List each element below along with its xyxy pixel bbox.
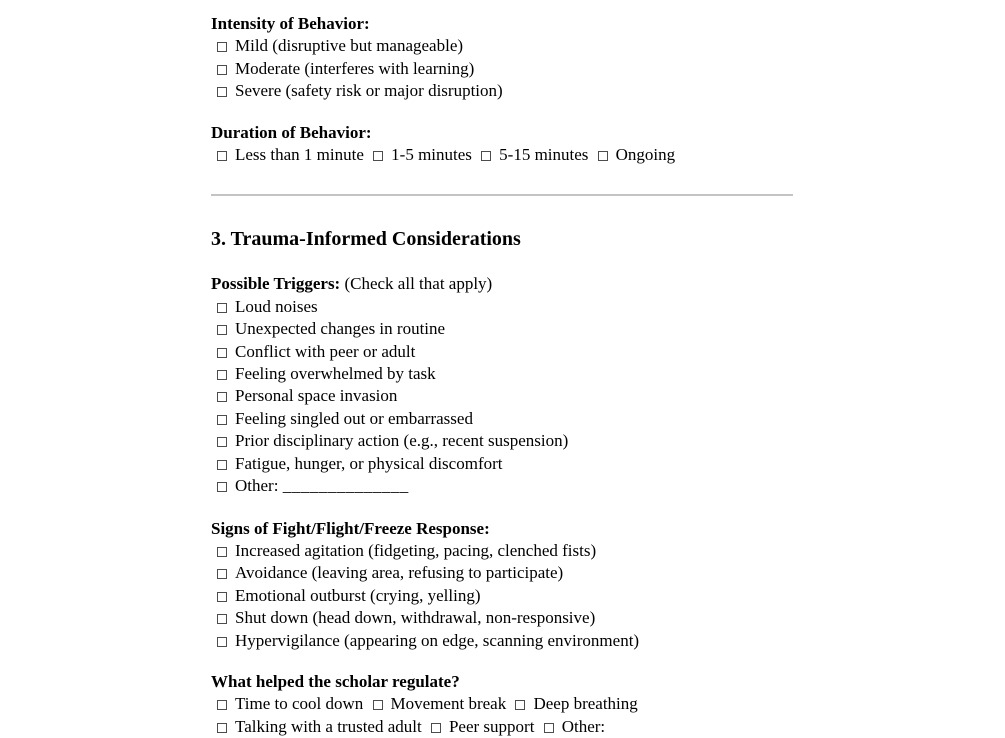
checkbox-cool-down-icon[interactable]	[217, 700, 227, 710]
option-label: Avoidance (leaving area, refusing to participate)	[235, 563, 564, 583]
option-label: Feeling singled out or embarrassed	[235, 408, 473, 428]
fff-heading: Signs of Fight/Flight/Freeze Response:	[211, 518, 490, 538]
regulate-heading: What helped the scholar regulate?	[211, 671, 460, 691]
duration-heading: Duration of Behavior:	[211, 122, 372, 142]
option-label: Other:	[561, 716, 606, 736]
duration-option	[598, 145, 676, 164]
checklist-inline-row	[211, 144, 793, 166]
option-label: Less than 1 minute	[235, 145, 364, 165]
checklist-item	[211, 363, 793, 385]
checkbox-prior-disciplinary-icon[interactable]	[217, 437, 227, 447]
checklist-item-other	[211, 475, 793, 497]
checkbox-severe-icon[interactable]	[217, 87, 227, 97]
option-label: 5-15 minutes	[499, 145, 589, 165]
checkbox-peer-support-icon[interactable]	[431, 723, 441, 733]
checkbox-trigger-other-icon[interactable]	[217, 482, 227, 492]
checkbox-less-than-1-minute-icon[interactable]	[217, 151, 227, 161]
option-label: Personal space invasion	[235, 386, 398, 406]
checkbox-conflict-icon[interactable]	[217, 348, 227, 358]
checkbox-hypervigilance-icon[interactable]	[217, 637, 227, 647]
checkbox-loud-noises-icon[interactable]	[217, 303, 227, 313]
triggers-heading-label: Possible Triggers:	[211, 274, 341, 294]
checkbox-emotional-outburst-icon[interactable]	[217, 592, 227, 602]
checklist-item	[211, 341, 793, 363]
document-page	[211, 0, 793, 738]
checkbox-trusted-adult-icon[interactable]	[217, 723, 227, 733]
checkbox-ongoing-icon[interactable]	[598, 151, 608, 161]
checklist-item	[211, 630, 793, 652]
checklist-item	[211, 318, 793, 340]
section-divider	[211, 194, 793, 196]
checkbox-fatigue-icon[interactable]	[217, 460, 227, 470]
checklist-item	[211, 385, 793, 407]
checklist-item	[211, 35, 793, 57]
section-regulate	[211, 671, 793, 738]
option-label: Other:	[235, 476, 279, 496]
option-label: Unexpected changes in routine	[235, 319, 446, 339]
checkbox-singled-out-icon[interactable]	[217, 415, 227, 425]
option-label: Movement break	[390, 694, 507, 714]
checkbox-space-invasion-icon[interactable]	[217, 392, 227, 402]
section-duration	[211, 122, 793, 167]
checkbox-regulate-other-icon[interactable]	[544, 723, 554, 733]
regulate-option	[515, 694, 637, 713]
checklist-item	[211, 453, 793, 475]
checklist-item	[211, 607, 793, 629]
checklist-item	[211, 585, 793, 607]
regulate-option	[544, 717, 605, 736]
checklist-item	[211, 80, 793, 102]
option-label: Time to cool down	[235, 694, 364, 714]
checkbox-moderate-icon[interactable]	[217, 65, 227, 75]
option-label: Emotional outburst (crying, yelling)	[235, 585, 481, 605]
option-label: Deep breathing	[533, 694, 638, 714]
triggers-heading	[211, 273, 793, 295]
regulate-option	[217, 717, 422, 736]
regulate-option	[431, 717, 534, 736]
option-label: Prior disciplinary action (e.g., recent suspension)	[235, 431, 569, 451]
option-label: Feeling overwhelmed by task	[235, 364, 436, 384]
option-label: Ongoing	[615, 145, 676, 165]
regulate-option	[373, 694, 507, 713]
checklist-item	[211, 540, 793, 562]
section-3-title: 3. Trauma-Informed Considerations	[211, 228, 521, 251]
trigger-other-fill-in-blank[interactable]: ______________	[282, 476, 409, 496]
option-label-moderate: Moderate (interferes with learning)	[235, 58, 475, 78]
checkbox-overwhelmed-icon[interactable]	[217, 370, 227, 380]
option-label: Hypervigilance (appearing on edge, scanning environment)	[235, 630, 640, 650]
checkbox-avoidance-icon[interactable]	[217, 569, 227, 579]
checkbox-1-5-minutes-icon[interactable]	[373, 151, 383, 161]
checklist-item	[211, 58, 793, 80]
section-possible-triggers	[211, 273, 793, 497]
option-label: Loud noises	[235, 296, 318, 316]
option-label-mild: Mild (disruptive but manageable)	[235, 36, 464, 56]
checkbox-5-15-minutes-icon[interactable]	[481, 151, 491, 161]
checkbox-mild-icon[interactable]	[217, 42, 227, 52]
option-label: Talking with a trusted adult	[235, 716, 422, 736]
checklist-item	[211, 408, 793, 430]
regulate-option	[217, 694, 363, 713]
option-label: Fatigue, hunger, or physical discomfort	[235, 453, 503, 473]
section-intensity	[211, 13, 793, 103]
checkbox-deep-breathing-icon[interactable]	[515, 700, 525, 710]
intensity-heading: Intensity of Behavior:	[211, 14, 370, 33]
option-label-severe: Severe (safety risk or major disruption)	[235, 81, 503, 101]
checkbox-unexpected-changes-icon[interactable]	[217, 325, 227, 335]
duration-option	[217, 145, 364, 164]
section-fight-flight-freeze	[211, 518, 793, 652]
checkbox-shut-down-icon[interactable]	[217, 614, 227, 624]
checkbox-movement-break-icon[interactable]	[373, 700, 383, 710]
checkbox-increased-agitation-icon[interactable]	[217, 547, 227, 557]
duration-option	[373, 145, 472, 164]
option-label: Increased agitation (fidgeting, pacing, clenched fists)	[235, 540, 597, 560]
option-label: Peer support	[448, 716, 535, 736]
option-label: Shut down (head down, withdrawal, non-responsive)	[235, 608, 596, 628]
checklist-inline-row	[211, 716, 793, 738]
duration-option	[481, 145, 588, 164]
checklist-item	[211, 296, 793, 318]
checklist-item	[211, 562, 793, 584]
option-label: 1-5 minutes	[391, 145, 472, 165]
triggers-heading-note: (Check all that apply)	[344, 274, 493, 294]
option-label: Conflict with peer or adult	[235, 341, 416, 361]
checklist-inline-row	[211, 693, 793, 715]
checklist-item	[211, 430, 793, 452]
